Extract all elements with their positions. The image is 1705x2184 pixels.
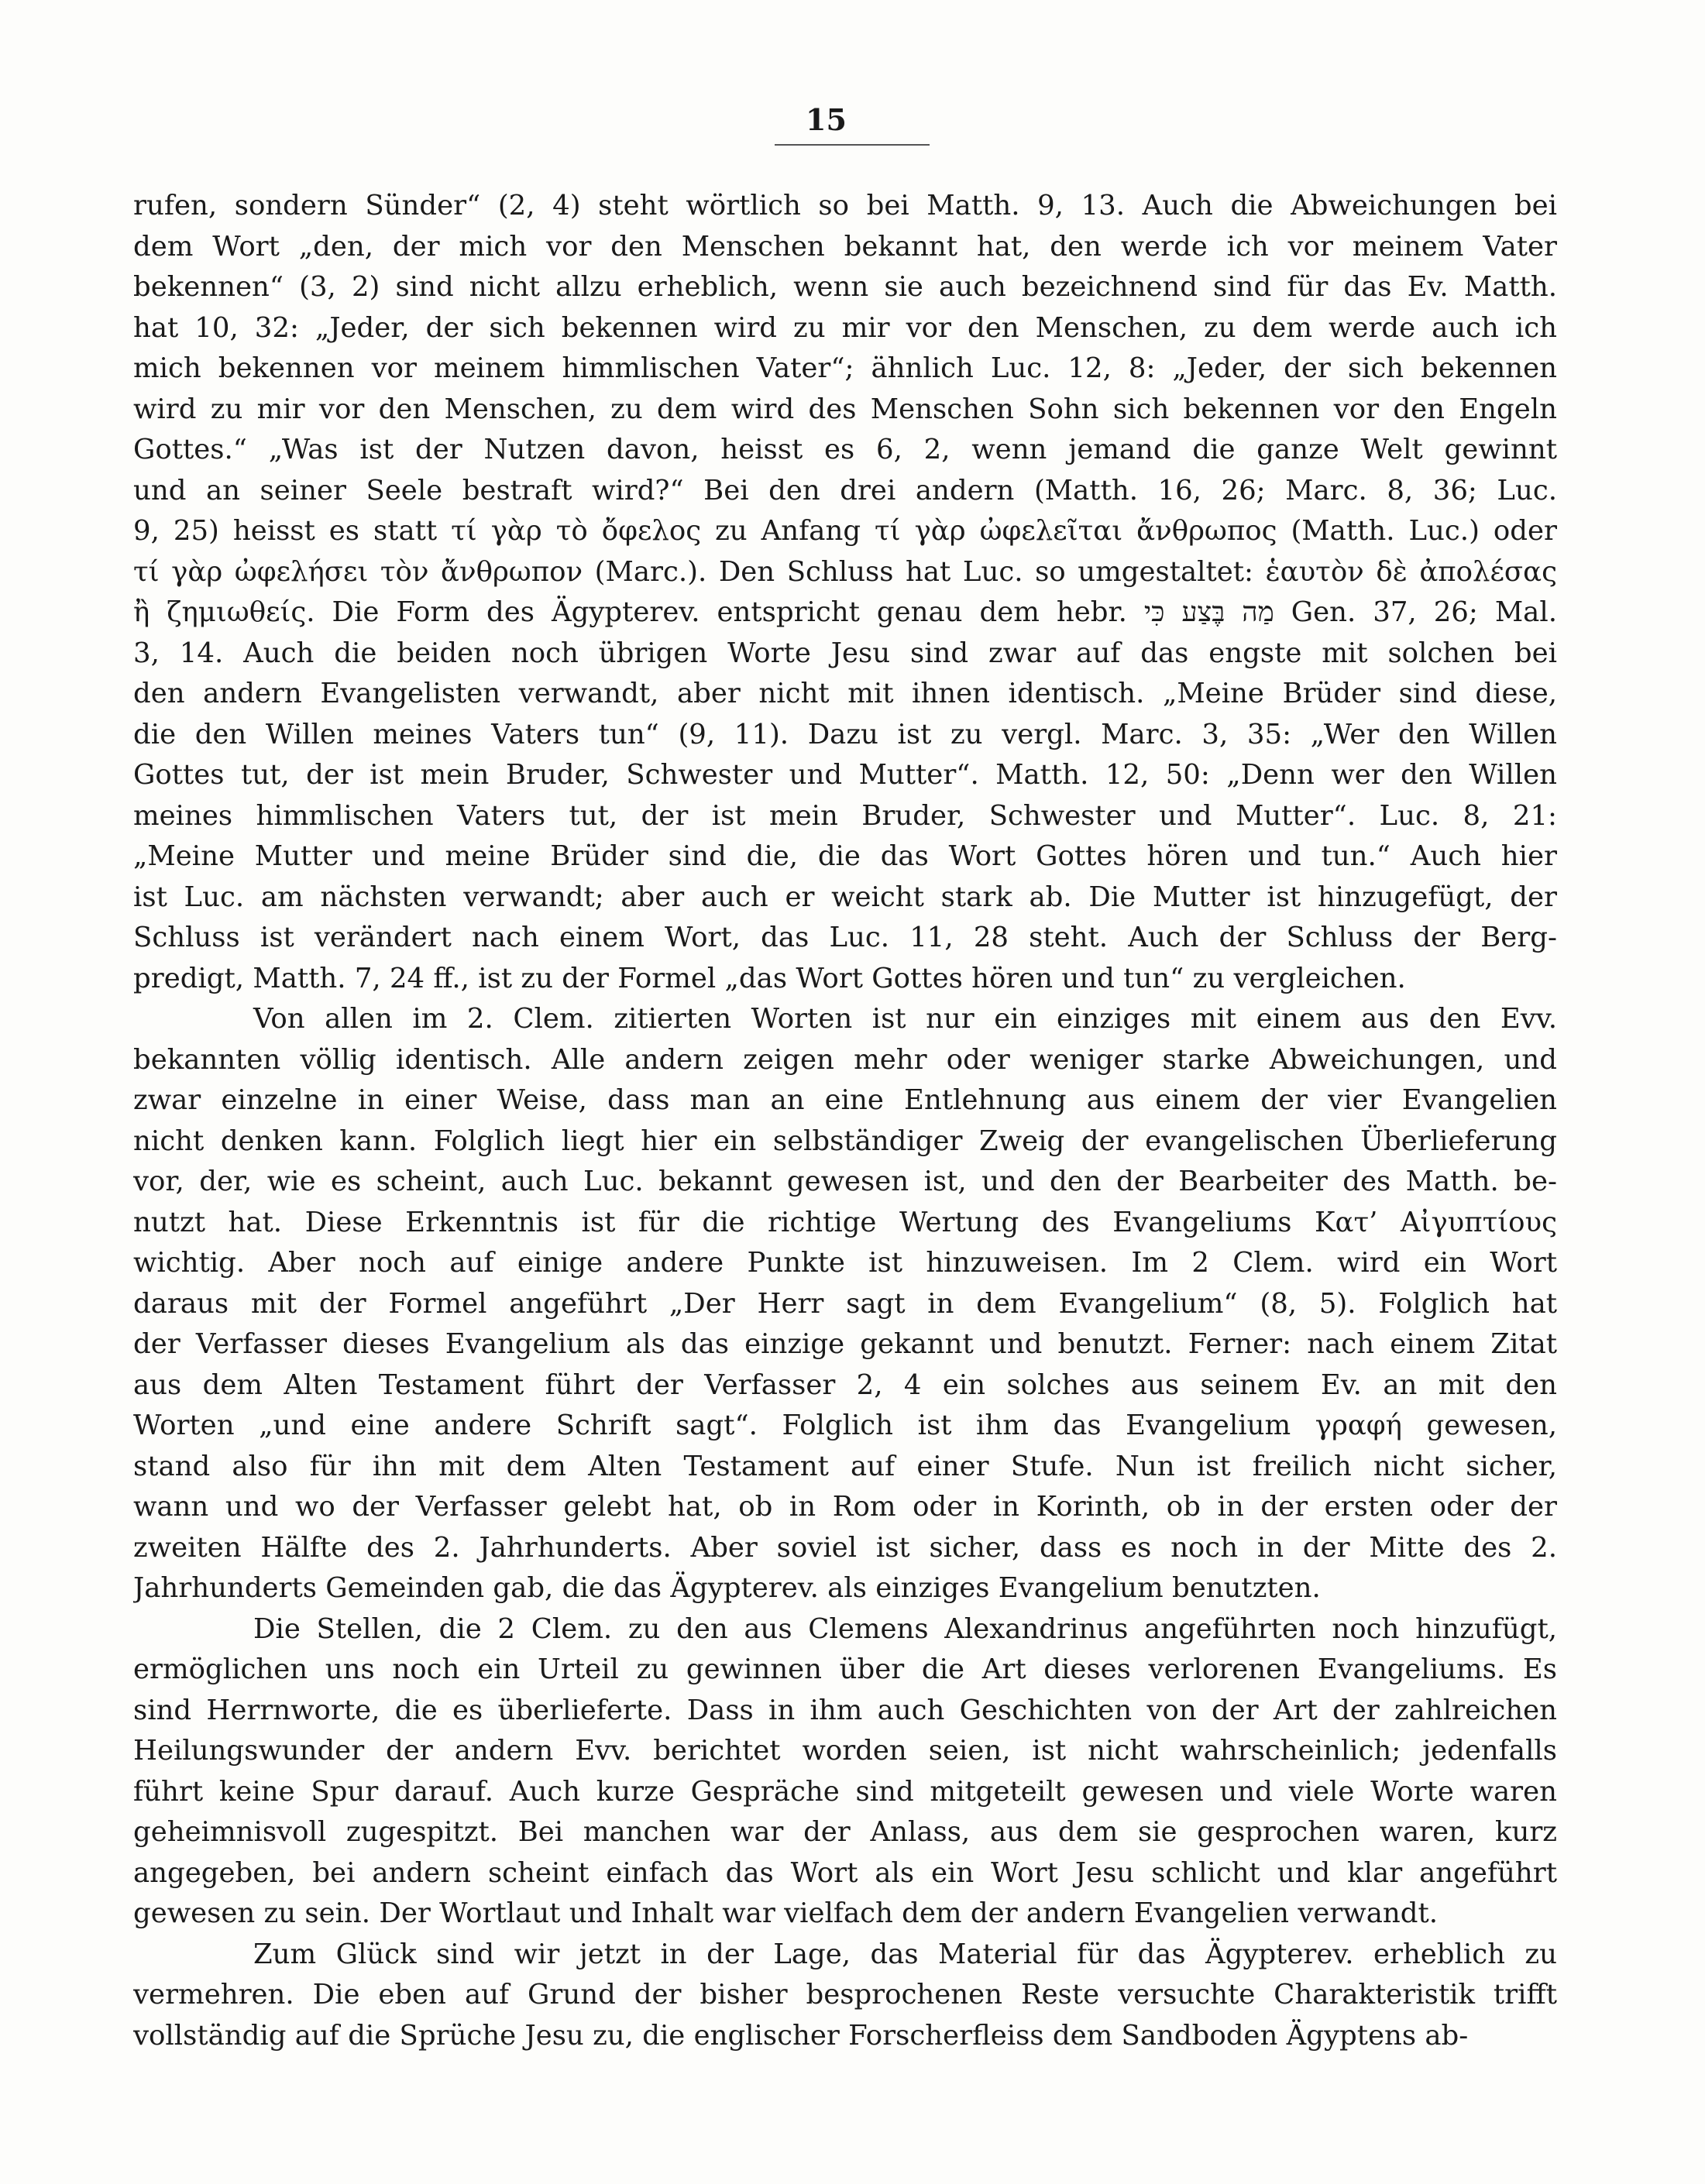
page-number-rule xyxy=(775,144,930,146)
text-line: wichtig. Aber noch auf einige andere Punkte ist hinzuweisen. Im 2 Clem. wird ein Wort xyxy=(133,1247,1557,1279)
text-line: meines himmlischen Vaters tut, der ist mein Bruder, Schwester und Mutter“. Luc. 8, 21: xyxy=(133,799,1557,832)
text-line: führt keine Spur darauf. Auch kurze Gespräche sind mitgeteilt gewesen und viele Worte waren xyxy=(133,1775,1557,1808)
text-line: τί γὰρ ὠφελήσει τὸν ἄνθρωπον (Marc.). Den Schluss hat Luc. so umgestaltet: ἑαυτὸν δὲ ἀπολέσας xyxy=(133,555,1557,588)
text-line: nicht denken kann. Folglich liegt hier ein selbständiger Zweig der evangelischen Überlieferung xyxy=(133,1125,1557,1157)
text-line: Gottes tut, der ist mein Bruder, Schwester und Mutter“. Matth. 12, 50: „Denn wer den Willen xyxy=(133,759,1557,791)
text-line: angegeben, bei andern scheint einfach das Wort als ein Wort Jesu schlicht und klar angeführt xyxy=(133,1856,1557,1889)
text-line: der Verfasser dieses Evangelium als das einzige gekannt und benutzt. Ferner: nach einem Zitat xyxy=(133,1328,1557,1360)
text-line: 9, 25) heisst es statt τί γὰρ τὸ ὄφελος zu Anfang τί γὰρ ὠφελεῖται ἄνθρωπος (Matth. Luc.) oder xyxy=(133,515,1557,547)
paragraph-2 xyxy=(133,999,1557,1609)
text-line: Die Stellen, die 2 Clem. zu den aus Clemens Alexandrinus angeführten noch hinzufügt, xyxy=(253,1612,1557,1645)
text-line: vollständig auf die Sprüche Jesu zu, die englischer Forscherfleiss dem Sandboden Ägyptens ab- xyxy=(133,2019,1469,2052)
paragraph-4 xyxy=(133,1935,1557,2057)
text-line: ermöglichen uns noch ein Urteil zu gewinnen über die Art dieses verlorenen Evangeliums. Es xyxy=(133,1653,1557,1685)
text-line: wann und wo der Verfasser gelebt hat, ob in Rom oder in Korinth, ob in der ersten oder der xyxy=(133,1491,1557,1523)
text-line: predigt, Matth. 7, 24 ff., ist zu der Formel „das Wort Gottes hören und tun“ zu vergleichen. xyxy=(133,962,1406,994)
text-line: Schluss ist verändert nach einem Wort, das Luc. 11, 28 steht. Auch der Schluss der Berg- xyxy=(133,922,1557,953)
text-line: vermehren. Die eben auf Grund der bisher besprochenen Reste versuchte Charakteristik trifft xyxy=(133,1979,1557,2011)
text-line: vor, der, wie es scheint, auch Luc. bekannt gewesen ist, und den der Bearbeiter des Matth. be- xyxy=(133,1166,1557,1197)
text-line: bekennen“ (3, 2) sind nicht allzu erheblich, wenn sie auch bezeichnend sind für das Ev. Matth. xyxy=(133,271,1557,303)
text-line: hat 10, 32: „Jeder, der sich bekennen wird zu mir vor den Menschen, zu dem werde auch ich xyxy=(133,311,1557,344)
paragraph-1 xyxy=(133,186,1557,999)
text-line: sind Herrnworte, die es überlieferte. Dass in ihm auch Geschichten von der Art der zahlreichen xyxy=(133,1694,1557,1726)
text-line: aus dem Alten Testament führt der Verfasser 2, 4 ein solches aus seinem Ev. an mit den xyxy=(133,1368,1557,1401)
text-line: den andern Evangelisten verwandt, aber nicht mit ihnen identisch. „Meine Brüder sind diese, xyxy=(133,678,1557,709)
text-line: mich bekennen vor meinem himmlischen Vater“; ähnlich Luc. 12, 8: „Jeder, der sich bekennen xyxy=(133,352,1557,384)
paragraph-3 xyxy=(133,1609,1557,1935)
text-line: ist Luc. am nächsten verwandt; aber auch er weicht stark ab. Die Mutter ist hinzugefügt, der xyxy=(133,881,1557,913)
text-line: wird zu mir vor den Menschen, zu dem wird des Menschen Sohn sich bekennen vor den Engeln xyxy=(133,393,1557,425)
text-line: dem Wort „den, der mich vor den Menschen bekannt hat, den werde ich vor meinem Vater xyxy=(133,230,1557,263)
text-line: ἢ ζημιωθείς. Die Form des Ägypterev. entspricht genau dem hebr. מַה בֶּצַע כִּי Gen. 37, 26; Mal. xyxy=(133,596,1557,628)
text-line: und an seiner Seele bestraft wird?“ Bei den drei andern (Matth. 16, 26; Marc. 8, 36; Luc. xyxy=(133,474,1557,507)
text-line: die den Willen meines Vaters tun“ (9, 11). Dazu ist zu vergl. Marc. 3, 35: „Wer den Willen xyxy=(133,718,1557,750)
text-line: rufen, sondern Sünder“ (2, 4) steht wörtlich so bei Matth. 9, 13. Auch die Abweichungen bei xyxy=(133,190,1557,221)
text-line: 3, 14. Auch die beiden noch übrigen Worte Jesu sind zwar auf das engste mit solchen bei xyxy=(133,637,1557,669)
page-number: 15 xyxy=(806,102,847,137)
text-line: Heilungswunder der andern Evv. berichtet worden seien, ist nicht wahrscheinlich; jedenfalls xyxy=(133,1735,1557,1767)
text-line: gewesen zu sein. Der Wortlaut und Inhalt war vielfach dem der andern Evangelien verwandt. xyxy=(133,1897,1439,1929)
text-line: nutzt hat. Diese Erkenntnis ist für die richtige Wertung des Evangeliums Κατ’ Αἰγυπτίους xyxy=(133,1206,1557,1238)
text-line: geheimnisvoll zugespitzt. Bei manchen war der Anlass, aus dem sie gesprochen waren, kurz xyxy=(133,1816,1557,1848)
text-line: bekannten völlig identisch. Alle andern zeigen mehr oder weniger starke Abweichungen, und xyxy=(133,1043,1557,1076)
text-line: zweiten Hälfte des 2. Jahrhunderts. Aber soviel ist sicher, dass es noch in der Mitte des 2. xyxy=(133,1531,1557,1564)
text-line: stand also für ihn mit dem Alten Testament auf einer Stufe. Nun ist freilich nicht sicher, xyxy=(133,1450,1557,1482)
text-line: Jahrhunderts Gemeinden gab, die das Ägypterev. als einziges Evangelium benutzten. xyxy=(133,1572,1321,1604)
text-line: Gottes.“ „Was ist der Nutzen davon, heisst es 6, 2, wenn jemand die ganze Welt gewinnt xyxy=(133,434,1557,465)
text-line: zwar einzelne in einer Weise, dass man an eine Entlehnung aus einem der vier Evangelien xyxy=(133,1084,1557,1116)
text-line: Von allen im 2. Clem. zitierten Worten ist nur ein einziges mit einem aus den Evv. xyxy=(253,1003,1557,1035)
text-line: „Meine Mutter und meine Brüder sind die, die das Wort Gottes hören und tun.“ Auch hier xyxy=(133,840,1557,872)
body-text xyxy=(133,186,1557,2056)
text-line: Worten „und eine andere Schrift sagt“. Folglich ist ihm das Evangelium γραφή gewesen, xyxy=(133,1410,1557,1441)
text-line: daraus mit der Formel angeführt „Der Herr sagt in dem Evangelium“ (8, 5). Folglich hat xyxy=(133,1287,1557,1320)
text-line: Zum Glück sind wir jetzt in der Lage, das Material für das Ägypterev. erheblich zu xyxy=(253,1938,1557,1970)
